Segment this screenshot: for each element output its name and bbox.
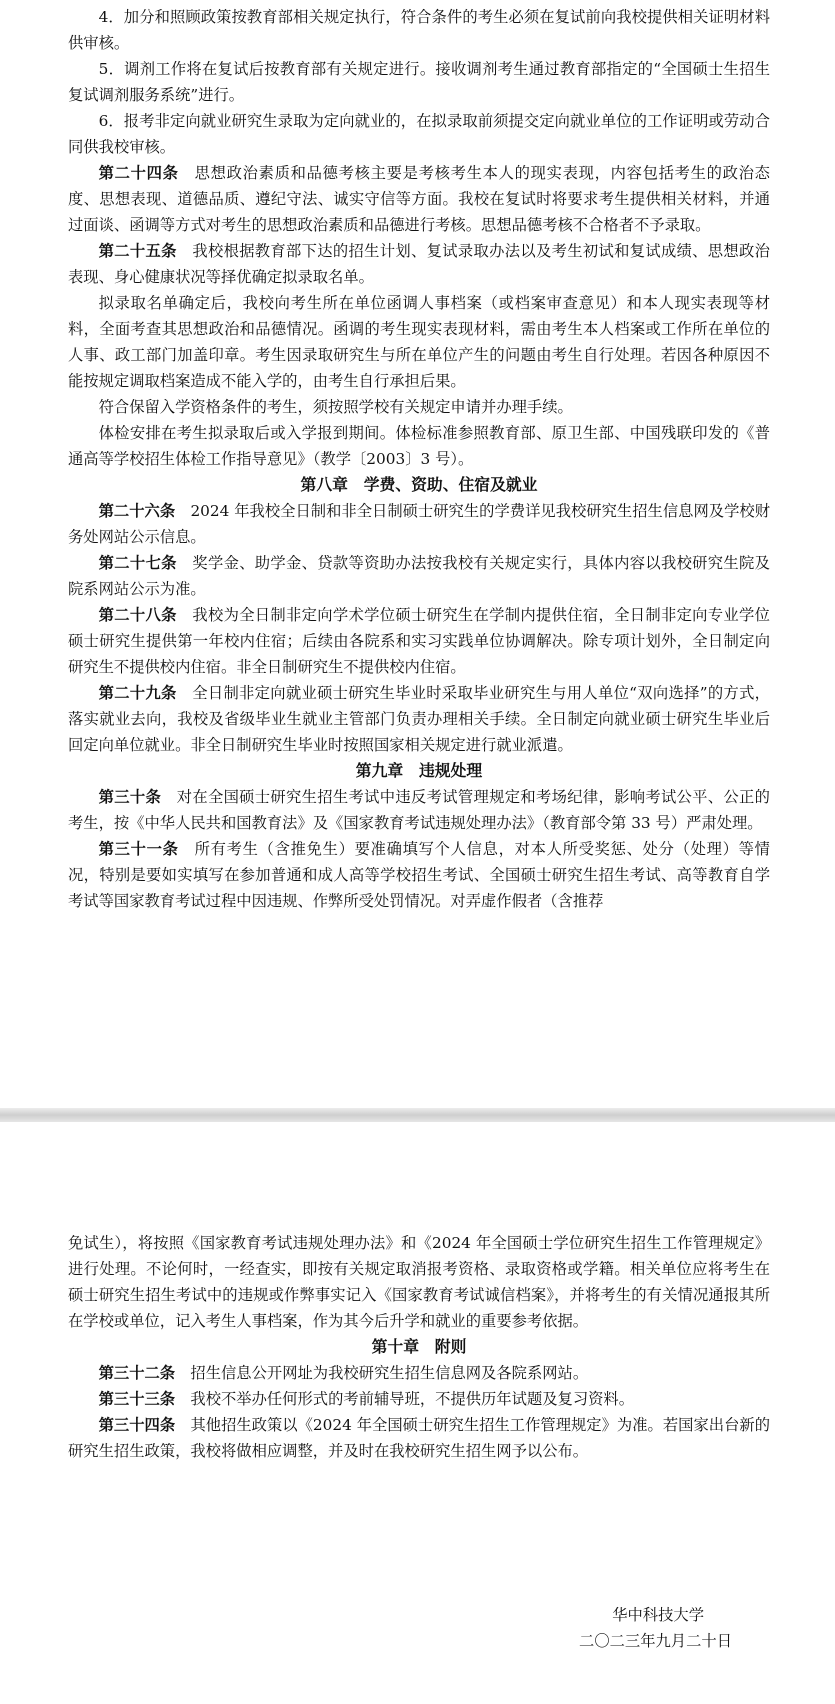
paragraph-item-5: 5．调剂工作将在复试后按教育部有关规定进行。接收调剂考生通过教育部指定的“全国硕士生招生复试调剂服务系统”进行。 xyxy=(68,60,770,104)
article-31 xyxy=(68,836,770,914)
article-text: 奖学金、助学金、贷款等资助办法按我校有关规定实行，具体内容以我校研究生院及院系网站公示为准。 xyxy=(68,554,770,598)
signature-block xyxy=(579,1602,732,1654)
article-label: 第二十五条 xyxy=(98,242,177,260)
article-text: 2024 年我校全日制和非全日制硕士研究生的学费详见我校研究生招生信息网及学校财务处网站公示信息。 xyxy=(68,502,770,546)
paragraph-admission-list: 拟录取名单确定后，我校向考生所在单位函调人事档案（或档案审查意见）和本人现实表现等材料，全面考查其思想政治和品德情况。函调的考生现实表现材料，需由考生本人档案或工作所在单位的人事、政工部门加盖印章。考生因录取研究生与所在单位产生的问题由考生自行处理。若因各种原因不能按规定调取档案造成不能入学的，由考生自行承担后果。 xyxy=(68,294,770,390)
article-34 xyxy=(68,1412,770,1464)
article-label: 第二十八条 xyxy=(98,606,177,624)
paragraph-physical-exam: 体检安排在考生拟录取后或入学报到期间。体检标准参照教育部、原卫生部、中国残联印发的《普通高等学校招生体检工作指导意见》（教学〔2003〕3 号）。 xyxy=(68,424,770,468)
article-label: 第三十条 xyxy=(98,788,162,806)
article-text: 我校不举办任何形式的考前辅导班，不提供历年试题及复习资料。 xyxy=(190,1390,635,1408)
article-30 xyxy=(68,784,770,836)
article-29 xyxy=(68,680,770,758)
article-32 xyxy=(68,1360,770,1386)
article-24 xyxy=(68,160,770,238)
article-label: 第三十二条 xyxy=(98,1364,176,1382)
article-27 xyxy=(68,550,770,602)
page-break xyxy=(0,1108,835,1122)
chapter-8-heading: 第八章 学费、资助、住宿及就业 xyxy=(300,475,538,494)
chapter-9-heading: 第九章 违规处理 xyxy=(355,761,483,780)
article-31-continued: 免试生），将按照《国家教育考试违规处理办法》和《2024 年全国硕士学位研究生招生工作管理规定》进行处理。不论何时，一经查实，即按有关规定取消报考资格、录取资格或学籍。相关单位应将考生在硕士研究生招生考试中的违规或作弊事实记入《国家教育考试诚信档案》，并将考生的有关情况通报其所在学校或单位，记入考生人事档案，作为其今后升学和就业的重要参考依据。 xyxy=(68,1234,770,1330)
paragraph-reserve-admission: 符合保留入学资格条件的考生，须按照学校有关规定申请并办理手续。 xyxy=(98,398,573,416)
article-label: 第二十九条 xyxy=(98,684,177,702)
page-2-body xyxy=(68,1230,770,1464)
article-label: 第二十四条 xyxy=(98,164,179,182)
signature-organization: 华中科技大学 xyxy=(612,1606,704,1624)
signature-date: 二〇二三年九月二十日 xyxy=(579,1632,732,1650)
article-label: 第二十七条 xyxy=(98,554,177,572)
article-text: 招生信息公开网址为我校研究生招生信息网及各院系网站。 xyxy=(190,1364,589,1382)
article-text: 其他招生政策以《2024 年全国硕士研究生招生工作管理规定》为准。若国家出台新的研究生招生政策，我校将做相应调整，并及时在我校研究生招生网予以公布。 xyxy=(68,1416,770,1460)
article-26 xyxy=(68,498,770,550)
article-text: 我校根据教育部下达的招生计划、复试录取办法以及考生初试和复试成绩、思想政治表现、身心健康状况等择优确定拟录取名单。 xyxy=(68,242,770,286)
article-label: 第二十六条 xyxy=(98,502,176,520)
article-text: 全日制非定向就业硕士研究生毕业时采取毕业研究生与用人单位“双向选择”的方式，落实就业去向，我校及省级毕业生就业主管部门负责办理相关手续。全日制定向就业硕士研究生毕业后回定向单位就业。非全日制研究生毕业时按照国家相关规定进行就业派遣。 xyxy=(68,684,770,754)
article-text: 我校为全日制非定向学术学位硕士研究生在学制内提供住宿，全日制非定向专业学位硕士研究生提供第一年校内住宿；后续由各院系和实习实践单位协调解决。除专项计划外，全日制定向研究生不提供校内住宿。非全日制研究生不提供校内住宿。 xyxy=(68,606,770,676)
article-text: 对在全国硕士研究生招生考试中违反考试管理规定和考场纪律，影响考试公平、公正的考生，按《中华人民共和国教育法》及《国家教育考试违规处理办法》（教育部令第 33 号）严肃处理。 xyxy=(68,788,770,832)
article-text: 所有考生（含推免生）要准确填写个人信息，对本人所受奖惩、处分（处理）等情况，特别是要如实填写在参加普通和成人高等学校招生考试、全国硕士研究生招生考试、高等教育自学考试等国家教育考试过程中因违规、作弊所受处罚情况。对弄虚作假者（含推荐 xyxy=(68,840,770,910)
document-page-2 xyxy=(0,1122,835,1704)
article-28 xyxy=(68,602,770,680)
article-label: 第三十一条 xyxy=(98,840,179,858)
article-25 xyxy=(68,238,770,290)
article-label: 第三十四条 xyxy=(98,1416,176,1434)
paragraph-item-4: 4．加分和照顾政策按教育部相关规定执行，符合条件的考生必须在复试前向我校提供相关证明材料供审核。 xyxy=(68,8,770,52)
article-text: 思想政治素质和品德考核主要是考核考生本人的现实表现，内容包括考生的政治态度、思想表现、道德品质、遵纪守法、诚实守信等方面。我校在复试时将要求考生提供相关材料，并通过面谈、函调等方式对考生的思想政治素质和品德进行考核。思想品德考核不合格者不予录取。 xyxy=(68,164,770,234)
page-1-body xyxy=(68,4,770,914)
article-33 xyxy=(68,1386,770,1412)
chapter-10-heading: 第十章 附则 xyxy=(371,1337,467,1356)
article-label: 第三十三条 xyxy=(98,1390,176,1408)
paragraph-item-6: 6．报考非定向就业研究生录取为定向就业的，在拟录取前须提交定向就业单位的工作证明或劳动合同供我校审核。 xyxy=(68,112,770,156)
